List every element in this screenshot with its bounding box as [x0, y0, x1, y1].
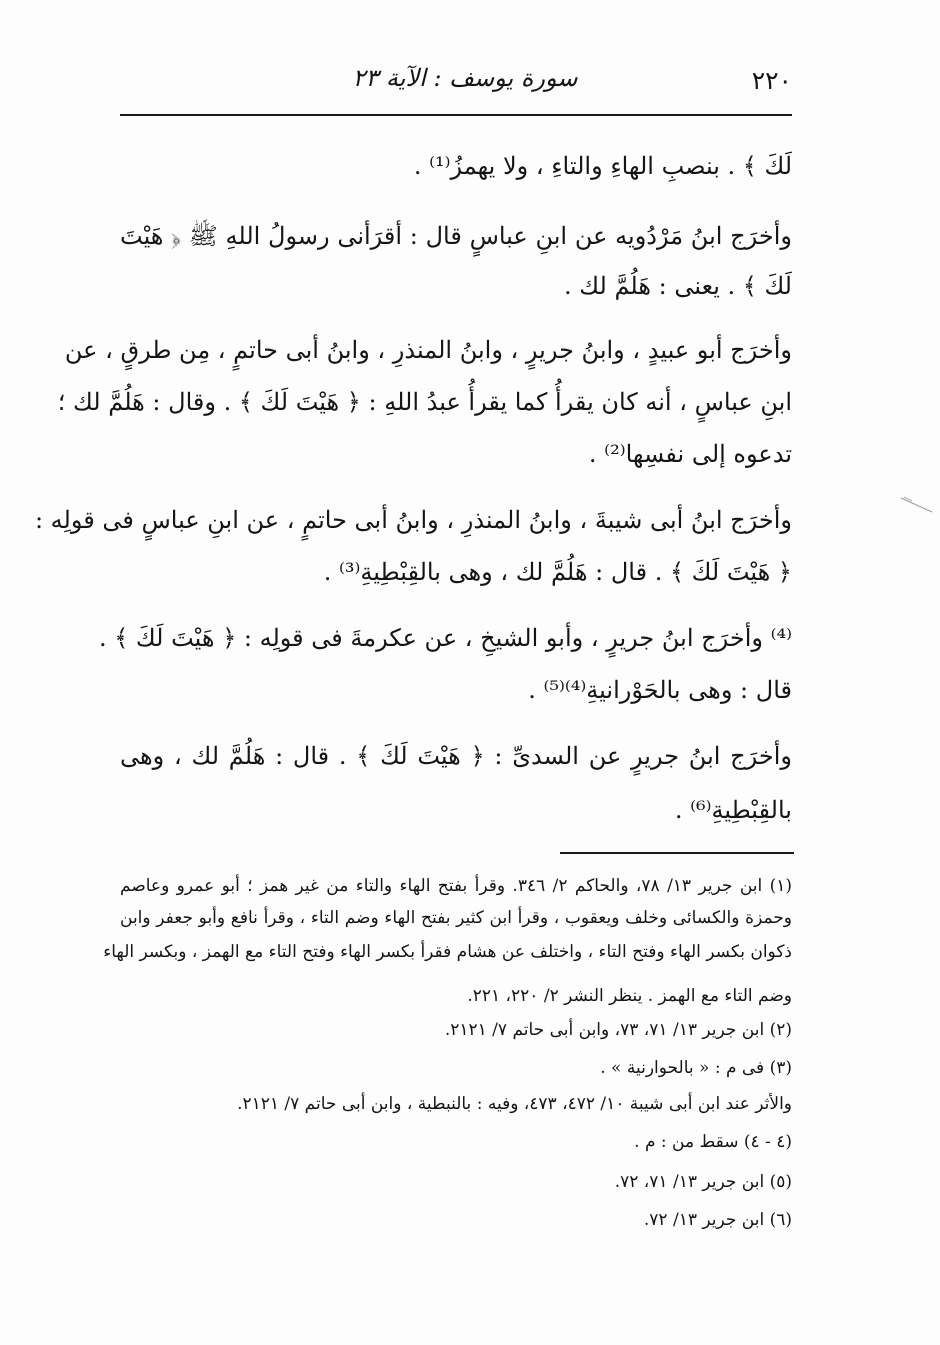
body-line: وأخرَج ابنُ مَرْدُويه عن ابنِ عباسٍ قال : أقرَأنى رسولُ اللهِ ﷺ ﴿ هَيْتَ	[120, 222, 792, 250]
body-line: وأخرَج أبو عبيدٍ ، وابنُ جريرٍ ، وابنُ المنذرِ ، وابنُ أبى حاتمٍ ، مِن طرقٍ ، عن	[64, 336, 792, 364]
footnote-line: (٥) ابن جرير ١٣/ ٧١، ٧٢.	[614, 1172, 792, 1192]
footnote-line: (٤ - ٤) سقط من : م .	[634, 1132, 792, 1152]
footnote-line: وضم التاء مع الهمز . ينظر النشر ٢/ ٢٢٠، ٢٢١.	[467, 986, 792, 1006]
footnote-line: والأثر عند ابن أبى شيبة ١٠/ ٤٧٢، ٤٧٣، وفيه : بالنبطية ، وابن أبى حاتم ٧/ ٢١٢١.	[237, 1094, 792, 1114]
footnote-line: ذكوان بكسر الهاء وفتح التاء ، واختلف عن هشام فقرأ بكسر الهاء وفتح التاء مع الهمز ، وبكسر الهاء	[103, 942, 792, 962]
page-number: ٢٢٠	[751, 66, 792, 95]
body-line: لَكَ ﴾ . يعنى : هَلُمَّ لك .	[564, 272, 792, 300]
scan-mark	[900, 496, 934, 514]
body-line: وأخرَج ابنُ جريرٍ عن السدىِّ : ﴿ هَيْتَ لَكَ ﴾ . قال : هَلُمَّ لك ، وهى	[120, 742, 792, 770]
body-line: بالقِبْطِيةِ⁽⁶⁾ .	[674, 796, 792, 824]
body-line: ⁽⁴⁾ وأخرَج ابنُ جريرٍ ، وأبو الشيخِ ، عن عكرمةَ فى قولِه : ﴿ هَيْتَ لَكَ ﴾ .	[98, 624, 792, 652]
footnote-line: (٢) ابن جرير ١٣/ ٧١، ٧٣، وابن أبى حاتم ٧/ ٢١٢١.	[444, 1020, 792, 1040]
body-line: تدعوه إلى نفسِها⁽²⁾ .	[588, 440, 792, 468]
header-rule	[120, 114, 792, 116]
body-line: قال : وهى بالحَوْرانيةِ⁽⁴⁾⁽⁵⁾ .	[528, 676, 792, 704]
footnote-line: (١) ابن جرير ١٣/ ٧٨، والحاكم ٢/ ٣٤٦. وقرأ بفتح الهاء والتاء من غير همز ؛ أبو عمرو وعاصم	[120, 876, 792, 896]
footnote-line: (٣) فى م : « بالحوارنية » .	[600, 1058, 792, 1078]
running-head: سورة يوسف : الآية ٢٣	[352, 64, 578, 92]
footnote-line: (٦) ابن جرير ١٣/ ٧٢.	[643, 1210, 792, 1230]
body-line: وأخرَج ابنُ أبى شيبةَ ، وابنُ المنذرِ ، وابنُ أبى حاتمٍ ، عن ابنِ عباسٍ فى قولِه :	[34, 506, 792, 534]
footnote-line: وحمزة والكسائى وخلف ويعقوب ، وقرأ ابن كثير بفتح الهاء وضم التاء ، وقرأ نافع وأبو جعفر وابن	[120, 908, 792, 928]
body-line: لَكَ ﴾ . بنصبِ الهاءِ والتاءِ ، ولا يهمزُ⁽¹⁾ .	[413, 152, 792, 180]
footnote-rule	[560, 852, 794, 854]
body-line: ﴿ هَيْتَ لَكَ ﴾ . قال : هَلُمَّ لك ، وهى بالقِبْطِيةِ⁽³⁾ .	[323, 558, 792, 586]
body-line: ابنِ عباسٍ ، أنه كان يقرأُ كما يقرأُ عبدُ اللهِ : ﴿ هَيْتَ لَكَ ﴾ . وقال : هَلُمَّ لك ؛	[57, 388, 792, 416]
